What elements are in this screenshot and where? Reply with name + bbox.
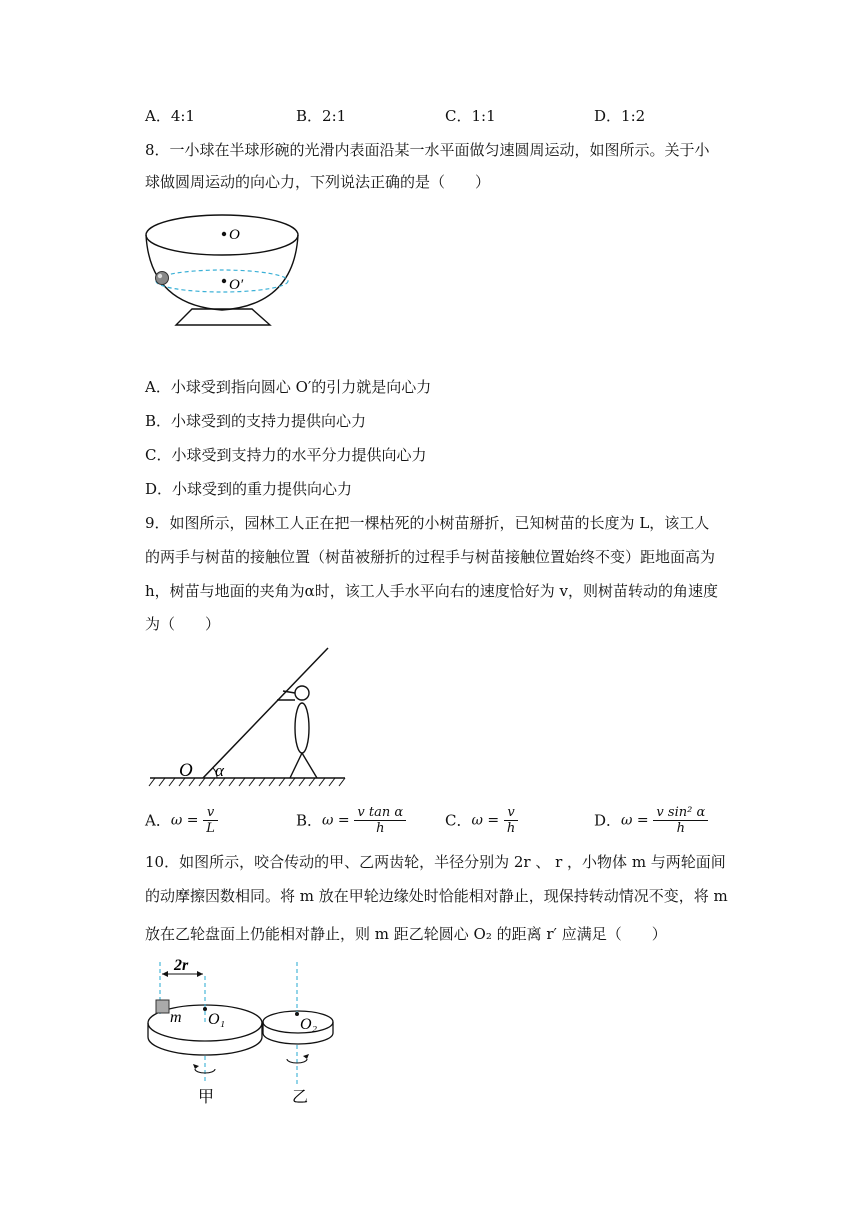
q10-gears-figure	[140, 958, 370, 1108]
q7-option-b: B．2:1	[296, 107, 347, 125]
q7-option-d: D．1:2	[594, 107, 646, 125]
q8-bowl-figure	[140, 205, 310, 330]
q10-label-jia: 甲	[198, 1087, 215, 1106]
q8-option-c: C．小球受到支持力的水平分力提供向心力	[145, 446, 427, 464]
q8-label-o-prime: O′	[229, 277, 244, 293]
q9-option-a: A．ω = $\frac{v}{L}$	[145, 805, 218, 836]
q9-stem-line1: 9．如图所示，园林工人正在把一棵枯死的小树苗掰折，已知树苗的长度为 L，该工人	[145, 514, 710, 532]
q8-stem-line1: 8．一小球在半球形碗的光滑内表面沿某一水平面做匀速圆周运动，如图所示。关于小	[145, 141, 710, 159]
q8-option-b: B．小球受到的支持力提供向心力	[145, 412, 367, 430]
q8-label-o: O	[229, 227, 240, 243]
q9-option-c: C．ω = $\frac{v}{h}$	[445, 805, 518, 836]
q8-stem-line2: 球做圆周运动的向心力，下列说法正确的是（ ）	[145, 173, 491, 191]
q10-label-o2: O₂	[300, 1016, 318, 1033]
q9-stem-line4: 为（ ）	[145, 615, 221, 633]
q10-label-m: m	[170, 1009, 182, 1026]
q9-stem-line3: h，树苗与地面的夹角为α时，该工人手水平向右的速度恰好为 v，则树苗转动的角速度	[145, 582, 719, 600]
q10-label-2r: 2r	[174, 958, 189, 974]
q9-label-alpha: α	[215, 761, 224, 780]
q8-option-a: A．小球受到指向圆心 O′的引力就是向心力	[145, 378, 432, 396]
q10-stem-line1: 10．如图所示，咬合传动的甲、乙两齿轮，半径分别为 2r 、 r ，小物体 m 与两轮面间	[145, 853, 726, 871]
q7-option-a: A．4:1	[145, 107, 195, 125]
q9-option-d: D．ω = $\frac{\text{v sin² α}}{h}$	[594, 805, 708, 836]
q8-option-d: D．小球受到的重力提供向心力	[145, 480, 353, 498]
q10-label-yi: 乙	[292, 1087, 309, 1106]
q9-tree-worker-figure	[145, 645, 350, 790]
q9-option-b: B．ω = $\frac{\text{v tan α}}{h}$	[296, 805, 406, 836]
q10-stem-line3: 放在乙轮盘面上仍能相对静止，则 m 距乙轮圆心 O₂ 的距离 r′ 应满足（ ）	[145, 925, 667, 943]
q10-stem-line2: 的动摩擦因数相同。将 m 放在甲轮边缘处时恰能相对静止，现保持转动情况不变，将 m	[145, 887, 728, 905]
q10-label-o1: O₁	[208, 1011, 226, 1028]
q7-option-c: C．1:1	[445, 107, 496, 125]
q9-label-o: O	[179, 760, 193, 781]
q9-stem-line2: 的两手与树苗的接触位置（树苗被掰折的过程手与树苗接触位置始终不变）距地面高为	[145, 548, 716, 566]
